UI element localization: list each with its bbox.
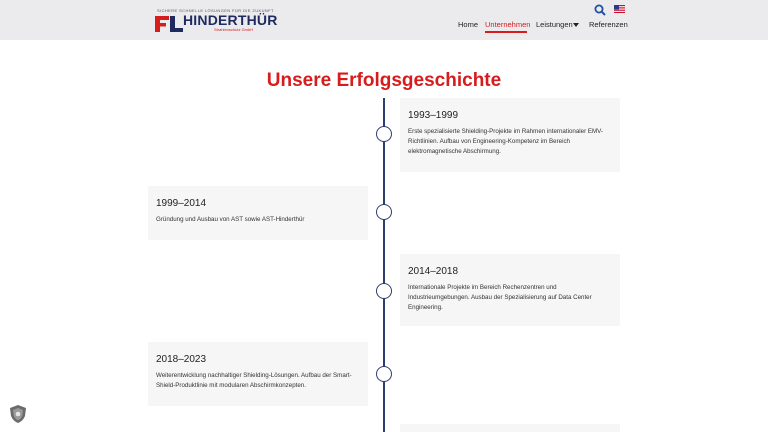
brand-name[interactable]: HINDERTHÜR (183, 12, 278, 28)
timeline-marker (376, 204, 392, 220)
security-badge-icon[interactable] (8, 404, 28, 424)
us-flag-icon[interactable] (614, 5, 625, 13)
timeline-text: Erste spezialisierte Shielding-Projekte im Rahmen internationaler EMV-Richtlinien. Aufbau von Engineering-Kompetenz im Bereich elektromagnetische Abschirmung. (408, 128, 603, 155)
timeline-marker (376, 126, 392, 142)
page-title: Unsere Erfolgsgeschichte (266, 70, 502, 91)
timeline-year: 1993–1999 (408, 110, 459, 121)
timeline-year: 2018–2023 (156, 354, 207, 365)
timeline-card-1999 (148, 186, 368, 240)
brand-subtitle: Strahlenschutz GmbH (214, 27, 254, 32)
timeline-year: 2014–2018 (408, 266, 459, 277)
search-icon[interactable] (594, 4, 606, 16)
timeline-text: Internationale Projekte im Bereich Rechenzentren und Industrieumgebungen. Ausbau der Spezialisierung auf Data Center Engineering. (408, 284, 592, 311)
timeline-marker (376, 366, 392, 382)
timeline-card-2018 (148, 342, 368, 406)
nav-item-leistungen[interactable]: Leistungen (536, 20, 573, 29)
nav-item-referenzen[interactable]: Referenzen (589, 20, 628, 29)
timeline-card-2014 (400, 254, 620, 326)
nav-item-unternehmen[interactable]: Unternehmen (485, 20, 531, 29)
timeline-marker (376, 283, 392, 299)
timeline-year: 1999–2014 (156, 198, 207, 209)
logo-mark[interactable] (155, 14, 183, 32)
nav-item-home[interactable]: Home (458, 20, 479, 29)
logo-tagline: SICHERE SCHNELLE LÖSUNGEN FÜR DIE ZUKUNFT (157, 8, 274, 13)
timeline-card-next (400, 424, 620, 432)
nav-active-indicator (485, 31, 527, 33)
timeline-card-1993 (400, 98, 620, 172)
timeline-text: Gründung und Ausbau von AST sowie AST-Hinderthür (156, 216, 305, 223)
site-header (0, 0, 768, 40)
chevron-down-icon[interactable] (573, 23, 579, 27)
timeline-text: Weiterentwicklung nachhaltiger Shielding-Lösungen. Aufbau der Smart-Shield-Produktlinie mit modularen Abschirmkonzepten. (156, 372, 352, 389)
